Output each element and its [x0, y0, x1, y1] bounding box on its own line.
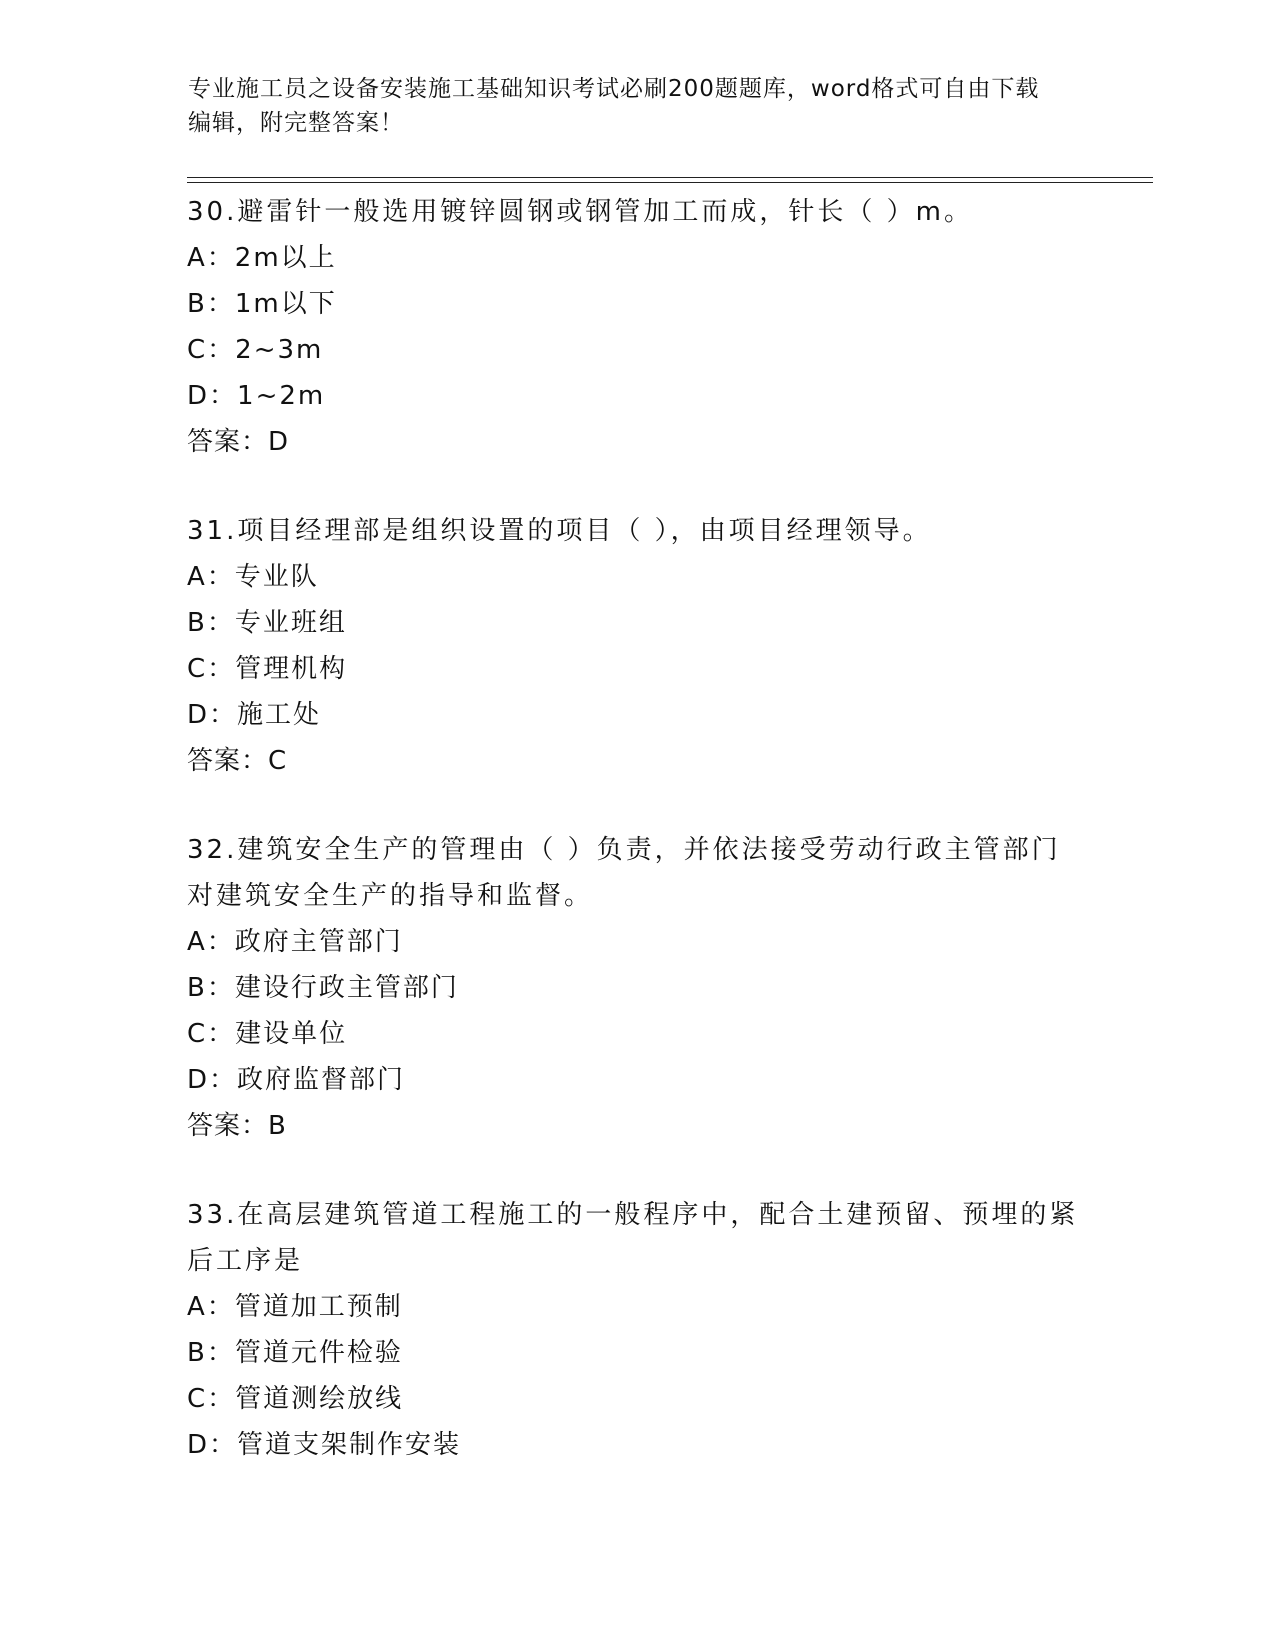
question-stem-line-1: 33.在高层建筑管道工程施工的一般程序中，配合土建预留、预埋的紧: [187, 1200, 1079, 1230]
header-line-2: 编辑，附完整答案！: [188, 110, 404, 136]
question-30: [187, 189, 1087, 465]
option-c: C：管理机构: [187, 654, 348, 684]
option-a: A：管道加工预制: [187, 1292, 403, 1322]
answer-line: 答案：C: [187, 746, 288, 776]
option-c: C：2~3m: [187, 335, 324, 365]
question-33: [187, 1192, 1087, 1468]
option-b: B：1m以下: [187, 289, 337, 319]
option-d: D：施工处: [187, 700, 322, 730]
header-divider-bottom: [187, 182, 1153, 183]
option-b: B：专业班组: [187, 608, 347, 638]
question-stem-line-1: 32.建筑安全生产的管理由（ ）负责，并依法接受劳动行政主管部门: [187, 835, 1061, 865]
option-b: B：管道元件检验: [187, 1338, 403, 1368]
question-31: [187, 508, 1087, 784]
answer-line: 答案：D: [187, 427, 290, 457]
option-a: A：政府主管部门: [187, 927, 403, 957]
question-stem: 30.避雷针一般选用镀锌圆钢或钢管加工而成，针长（ ）m。: [187, 197, 973, 227]
question-stem: 31.项目经理部是组织设置的项目（ ），由项目经理领导。: [187, 516, 932, 546]
option-d: D：1~2m: [187, 381, 326, 411]
option-c: C：建设单位: [187, 1019, 348, 1049]
header-line-1: 专业施工员之设备安装施工基础知识考试必刷200题题库，word格式可自由下载: [188, 76, 1040, 102]
question-stem-line-2: 后工序是: [187, 1246, 304, 1276]
header-divider-top: [187, 177, 1153, 178]
option-c: C：管道测绘放线: [187, 1384, 404, 1414]
question-32: [187, 827, 1087, 1149]
option-a: A：2m以上: [187, 243, 337, 273]
option-b: B：建设行政主管部门: [187, 973, 459, 1003]
answer-line: 答案：B: [187, 1111, 287, 1141]
document-header: [188, 72, 1088, 140]
option-d: D：管道支架制作安装: [187, 1430, 462, 1460]
question-stem-line-2: 对建筑安全生产的指导和监督。: [187, 881, 594, 911]
option-a: A：专业队: [187, 562, 319, 592]
option-d: D：政府监督部门: [187, 1065, 406, 1095]
